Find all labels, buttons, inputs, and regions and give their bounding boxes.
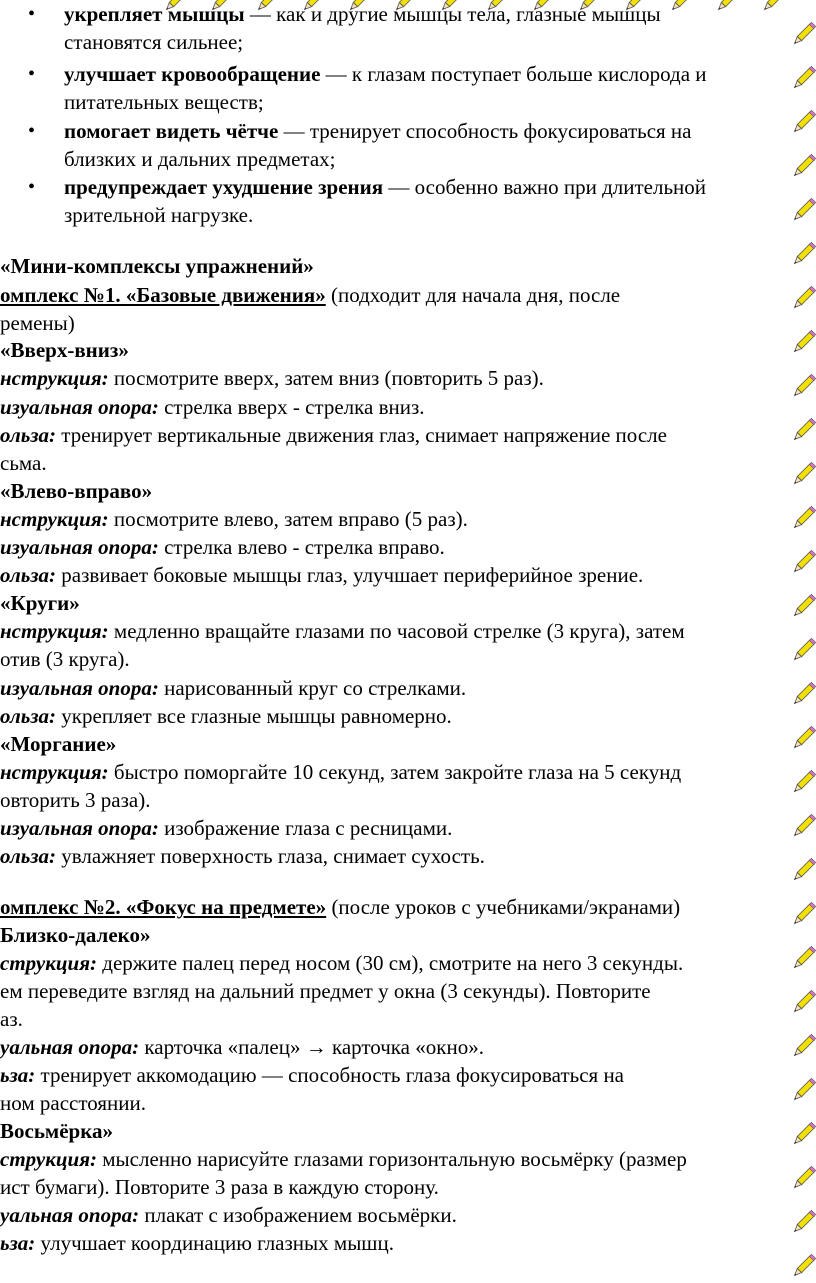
pencil-border-icon <box>712 0 742 22</box>
pencil-border-icon <box>788 548 816 584</box>
list-item: помогает видеть чётче — тренирует способность фокусироваться на <box>64 119 692 143</box>
exercise-title: «Моргание» <box>0 732 117 756</box>
exercise-visual: изуальная опора: нарисованный круг со стрелками. <box>0 676 467 700</box>
exercise-title: «Влево-вправо» <box>0 479 153 503</box>
pencil-border-icon <box>788 988 816 1024</box>
complex1-note-cont: ремены) <box>0 311 75 335</box>
pencil-border-icon <box>788 1032 816 1068</box>
bullet-icon: • <box>28 63 36 85</box>
bullet-icon: • <box>28 3 36 25</box>
exercise-instruction: нструкция: посмотрите влево, затем вправо (5 раз). <box>0 507 468 531</box>
complex2-title: омплекс №2. «Фокус на предмете» (после уроков с учебниками/экранами) <box>0 895 681 919</box>
exercise-benefit: ьза: тренирует аккомодацию — способность глаза фокусироваться на <box>0 1063 625 1087</box>
complex1-title: омплекс №1. «Базовые движения» (подходит для начала дня, после <box>0 283 621 307</box>
pencil-border-icon <box>788 1120 816 1156</box>
pencil-border-icon <box>788 372 816 408</box>
exercise-title: «Вверх-вниз» <box>0 338 129 362</box>
exercise-benefit: ользa: тренирует вертикальные движения глаз, снимает напряжение после <box>0 423 667 447</box>
exercise-visual: изуальная опора: стрелка вверх - стрелка вниз. <box>0 395 425 419</box>
list-item-cont: питательных веществ; <box>64 90 264 114</box>
exercise-visual: уальная опора: плакат с изображением восьмёрки. <box>0 1203 457 1227</box>
exercise-instruction: нструкция: посмотрите вверх, затем вниз (повторить 5 раз). <box>0 366 544 390</box>
pencil-border-icon <box>788 944 816 980</box>
exercise-instruction-cont: ем переведите взгляд на дальний предмет у окна (3 секунды). Повторите <box>0 979 651 1003</box>
pencil-border-icon <box>788 1208 816 1244</box>
list-item-cont: близких и дальних предметах; <box>64 147 336 171</box>
list-item-cont: зрительной нагрузке. <box>64 203 254 227</box>
pencil-border-icon <box>788 1164 816 1200</box>
pencil-border-icon <box>788 856 816 892</box>
pencil-border-icon <box>788 724 816 760</box>
section-title: «Мини-комплексы упражнений» <box>0 254 314 278</box>
exercise-instruction-cont: ист бумаги). Повторите 3 раза в каждую сторону. <box>0 1175 439 1199</box>
pencil-border-icon <box>788 900 816 936</box>
pencil-border-icon <box>788 812 816 848</box>
pencil-border-icon <box>788 64 816 100</box>
bullet-icon: • <box>28 120 36 142</box>
pencil-border-icon <box>788 328 816 364</box>
pencil-border-icon <box>788 108 816 144</box>
pencil-border-icon <box>758 0 788 22</box>
pencil-border-icon <box>788 504 816 540</box>
pencil-border-icon <box>788 460 816 496</box>
exercise-instruction: нструкция: быстро поморгайте 10 секунд, затем закройте глаза на 5 секунд <box>0 760 682 784</box>
exercise-instruction-cont: отив (3 круга). <box>0 647 130 671</box>
pencil-border-icon <box>788 152 816 188</box>
pencil-border-icon <box>788 196 816 232</box>
list-item: улучшает кровообращение — к глазам поступает больше кислорода и <box>64 62 707 86</box>
pencil-border-icon <box>788 1076 816 1112</box>
exercise-instruction-cont: аз. <box>0 1007 23 1031</box>
list-item: предупреждает ухудшение зрения — особенно важно при длительной <box>64 175 707 199</box>
list-item-cont: становятся сильнее; <box>64 30 244 54</box>
pencil-border-icon <box>788 768 816 804</box>
list-item: укрепляет мышцы — как и другие мышцы тела, глазные мышцы <box>64 2 661 26</box>
exercise-benefit-cont: сьма. <box>0 451 47 475</box>
exercise-benefit: ольза: укрепляет все глазные мышцы равномерно. <box>0 704 452 728</box>
pencil-border-icon <box>788 416 816 452</box>
exercise-benefit: ольза: развивает боковые мышцы глаз, улучшает периферийное зрение. <box>0 563 644 587</box>
pencil-border-icon <box>788 240 816 276</box>
exercise-title: Восьмёрка» <box>0 1119 114 1143</box>
bullet-icon: • <box>28 176 36 198</box>
exercise-title: «Круги» <box>0 591 80 615</box>
pencil-border-icon <box>666 0 696 22</box>
exercise-benefit-cont: ном расстоянии. <box>0 1091 146 1115</box>
pencil-border-icon <box>788 680 816 716</box>
pencil-border-icon <box>788 20 816 56</box>
pencil-border-icon <box>788 284 816 320</box>
exercise-title: Близко-далеко» <box>0 923 151 947</box>
exercise-benefit: ьза: улучшает координацию глазных мышц. <box>0 1231 394 1255</box>
pencil-border-icon <box>788 636 816 672</box>
exercise-instruction: струкция: держите палец перед носом (30 см), смотрите на него 3 секунды. <box>0 951 684 975</box>
exercise-visual: изуальная опора: изображение глаза с ресницами. <box>0 816 453 840</box>
exercise-visual: изуальная опора: стрелка влево - стрелка вправо. <box>0 535 445 559</box>
exercise-instruction: нструкция: медленно вращайте глазами по часовой стрелке (3 круга), затем <box>0 619 685 643</box>
exercise-benefit: ольза: увлажняет поверхность глаза, снимает сухость. <box>0 844 485 868</box>
pencil-border-icon <box>788 592 816 628</box>
exercise-instruction-cont: овторить 3 раза). <box>0 788 151 812</box>
pencil-border-icon <box>788 1252 816 1283</box>
exercise-visual: уальная опора: карточка «палец» → карточка «окно». <box>0 1035 484 1059</box>
exercise-instruction: струкция: мысленно нарисуйте глазами горизонтальную восьмёрку (размер <box>0 1147 687 1171</box>
